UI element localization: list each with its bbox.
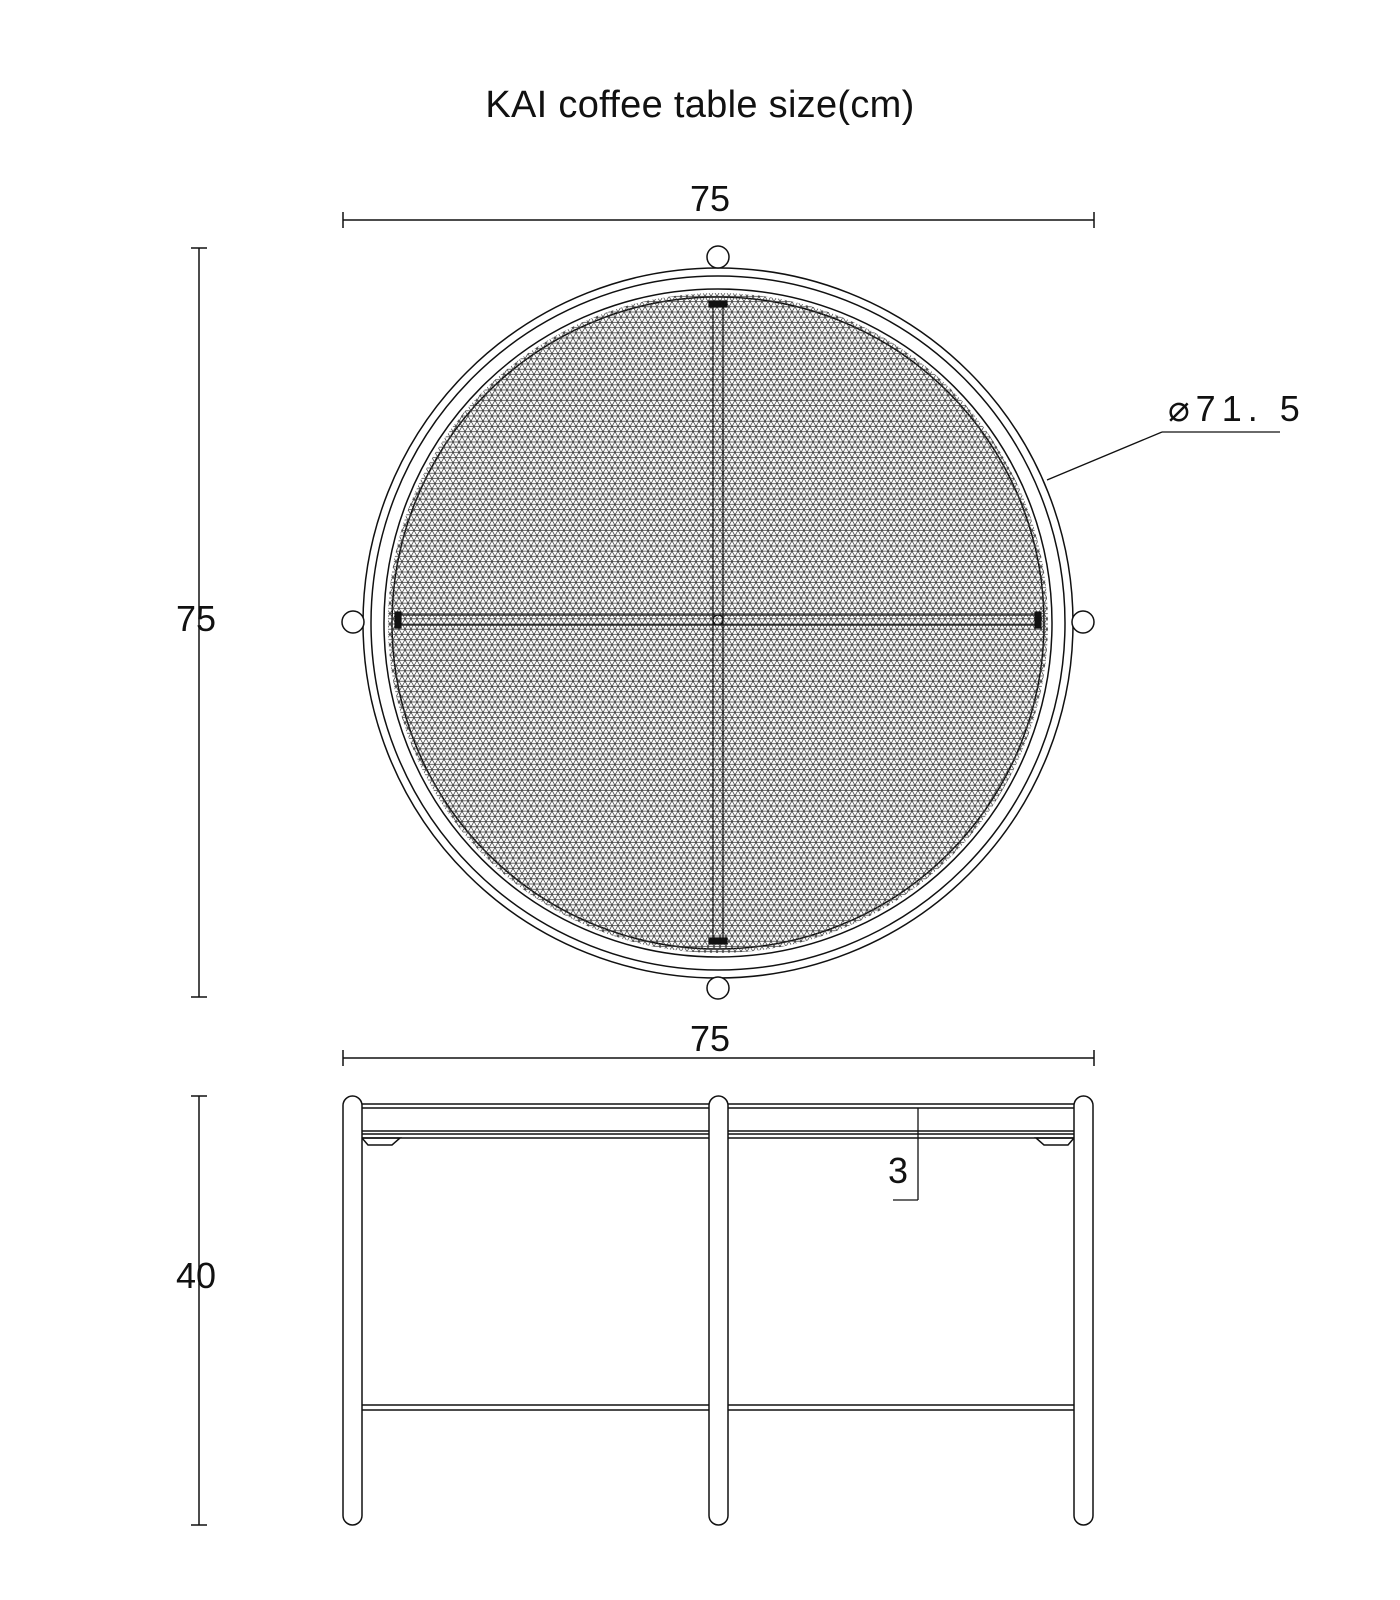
leg-right: [1074, 1096, 1093, 1525]
rattan-cane-pattern: [388, 293, 1048, 953]
side-width-dimension-line: [343, 1050, 1094, 1066]
top-width-dimension-line: [343, 212, 1094, 228]
top-depth-dimension-line: [191, 248, 207, 997]
top-thickness-label: 3: [888, 1150, 909, 1191]
drawing-title: KAI coffee table size(cm): [485, 84, 915, 126]
side-view-width-label: 75: [690, 1018, 731, 1059]
top-view-depth-label: 75: [176, 598, 217, 639]
top-view-width-label: 75: [690, 178, 731, 219]
leg-center: [709, 1096, 728, 1525]
leg-left: [343, 1096, 362, 1525]
diameter-leader-line: [1047, 432, 1280, 480]
side-height-dimension-line: [191, 1096, 207, 1525]
tabletop-diameter-label: ⌀71. 5: [1168, 388, 1306, 429]
legs-side-view: [343, 1096, 1093, 1525]
thickness-leader-line: [893, 1108, 918, 1200]
side-view-height-label: 40: [176, 1255, 217, 1296]
